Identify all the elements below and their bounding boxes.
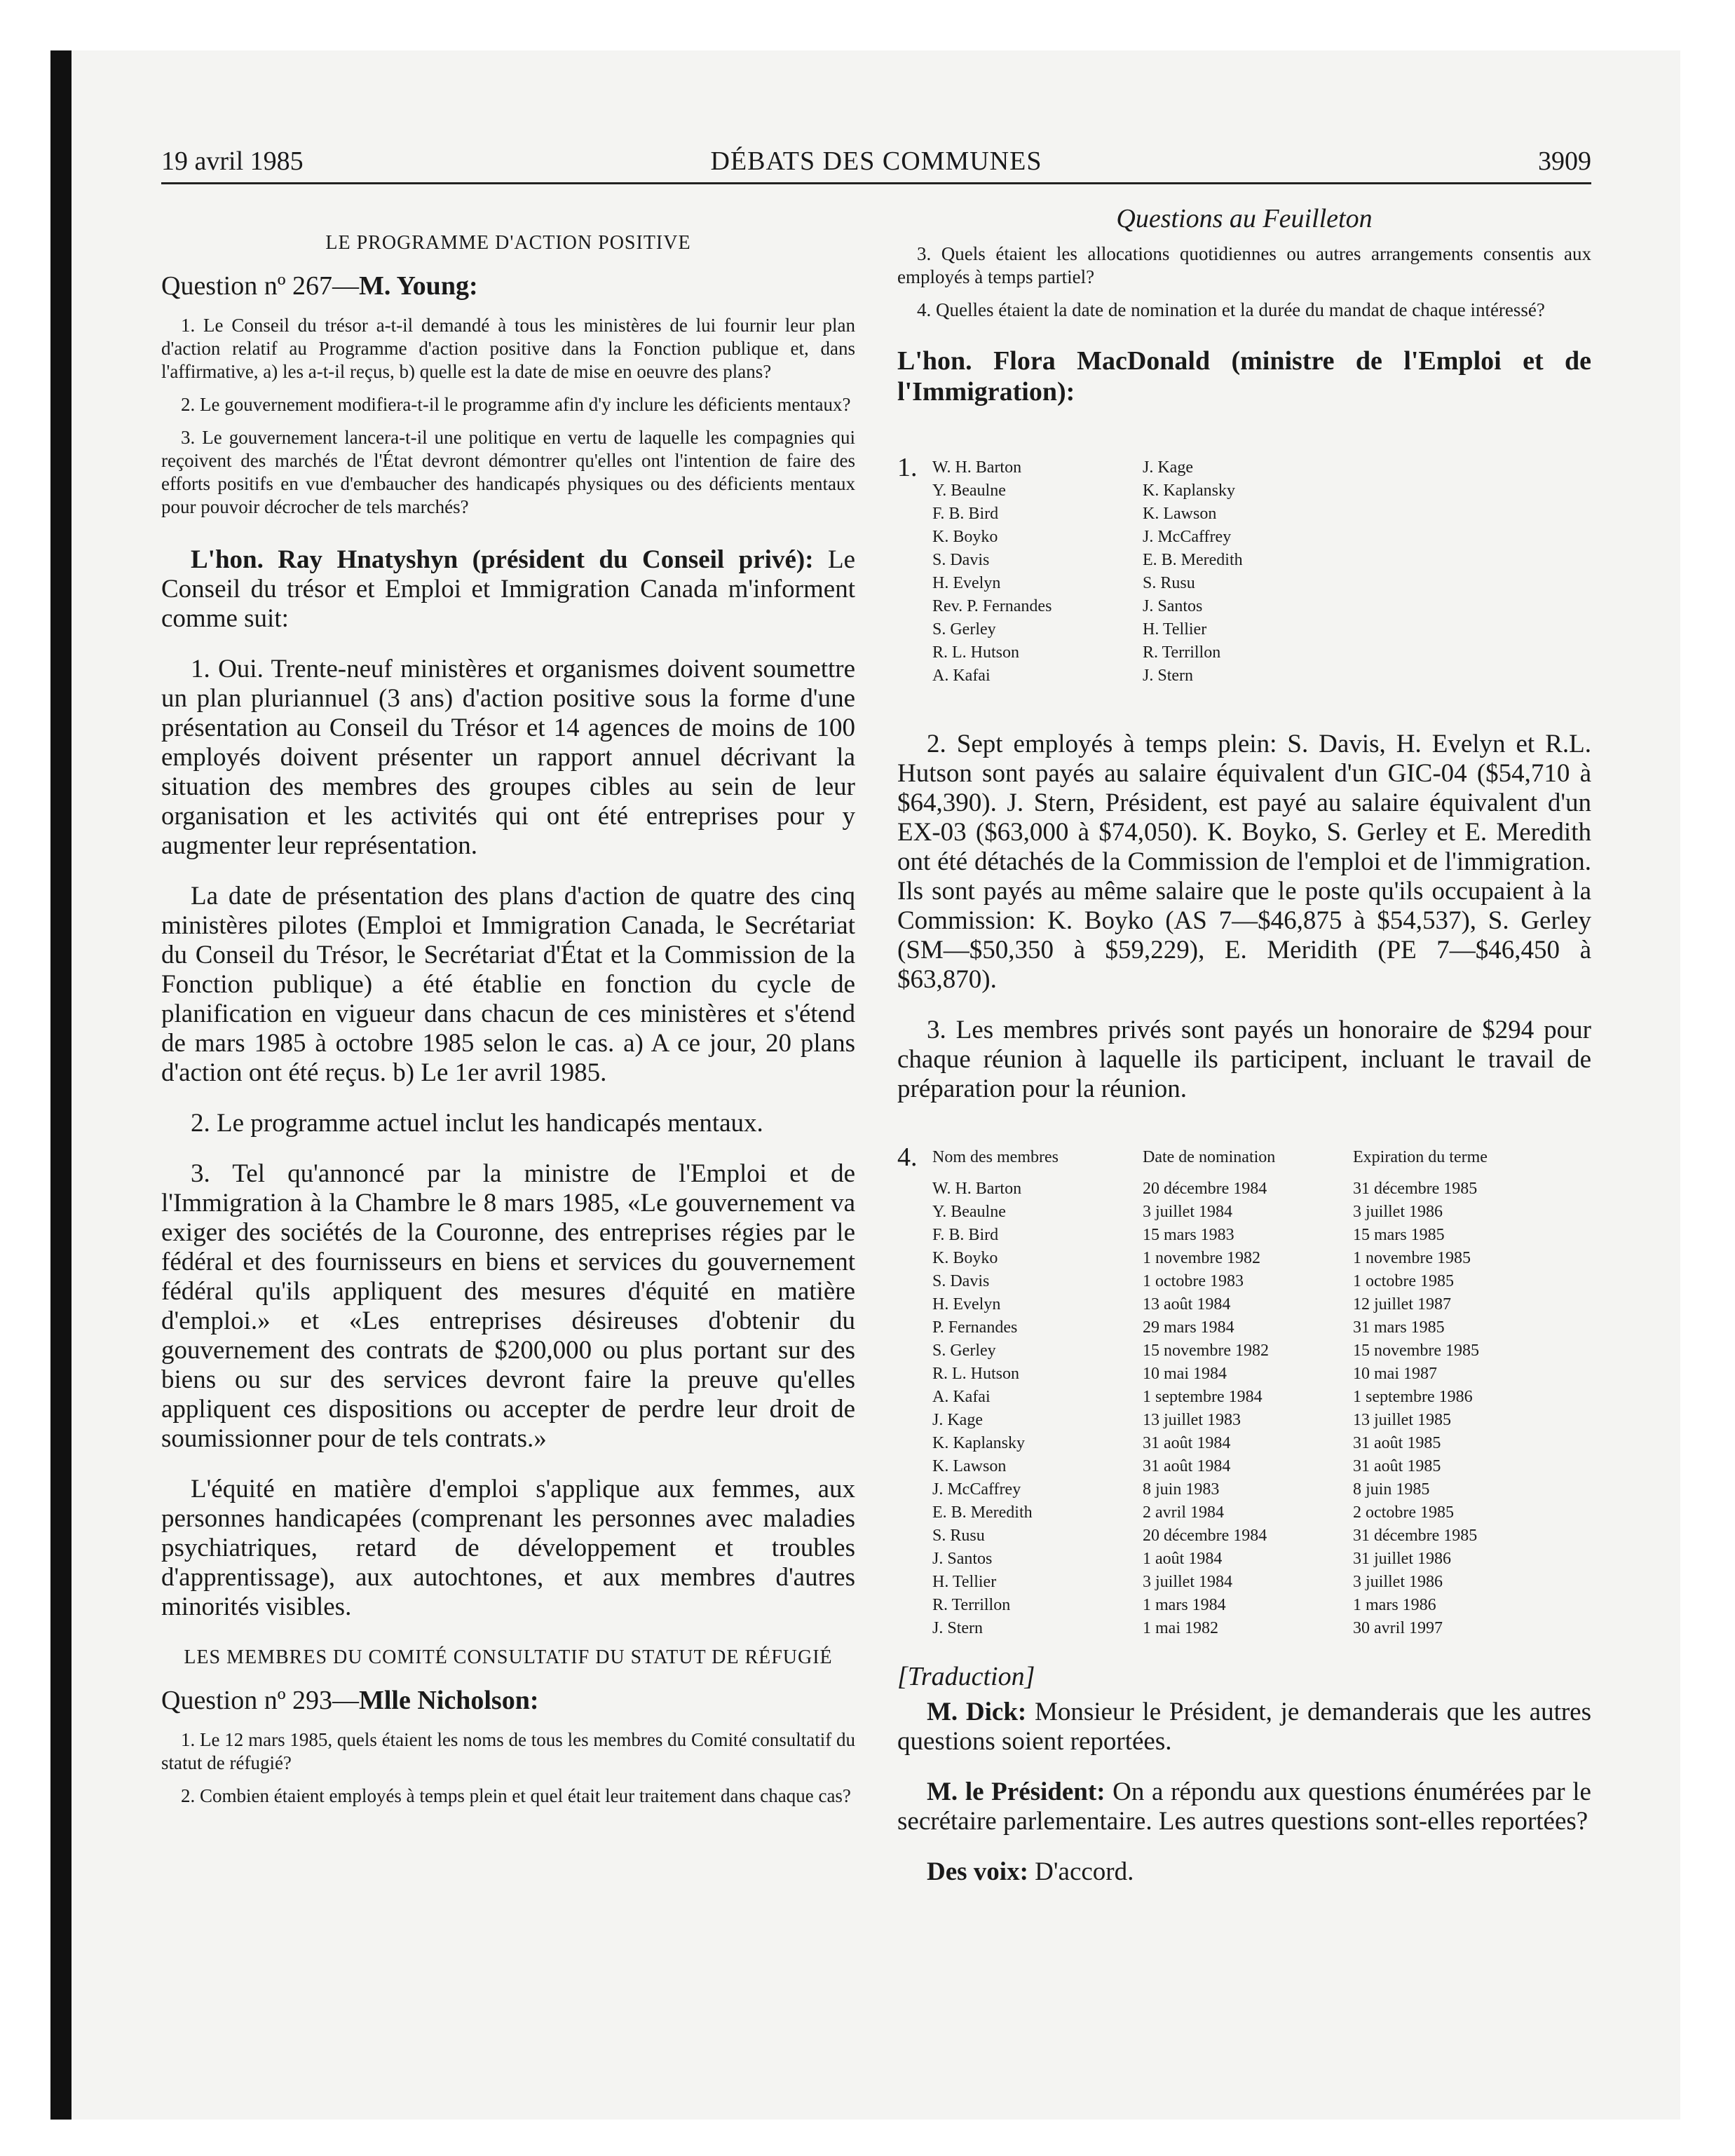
table-header-expiry: Expiration du terme [1353, 1148, 1488, 1166]
table-cell: 3 juillet 1986 [1353, 1203, 1443, 1221]
table-cell: 13 août 1984 [1143, 1295, 1231, 1314]
member-list-1-number: 1. [897, 453, 918, 482]
question-293-heading [161, 1685, 855, 1716]
table-cell: A. Kafai [932, 1388, 991, 1406]
table-cell: 20 décembre 1984 [1143, 1527, 1267, 1545]
table-cell: 2 octobre 1985 [1353, 1503, 1454, 1522]
table-cell: 13 juillet 1985 [1353, 1411, 1451, 1429]
table-cell: 31 décembre 1985 [1353, 1527, 1478, 1545]
table-cell: J. McCaffrey [932, 1480, 1021, 1499]
answer-267-intro [161, 545, 855, 634]
answer-267-para-5: L'équité en matière d'emploi s'applique aux femmes, aux personnes handicapées (comprenant les personnes avec maladies psychiatriques, retard de développement et troubles d'apprentissage), aux autochtones, et aux membres d'autres minorités visibles. [161, 1475, 855, 1621]
question-293-number: Question nº 293— [161, 1686, 359, 1715]
president-text: On a répondu aux questions énumérées par le secrétaire parlementaire. Les autres questions sont-elles reportées? [897, 1778, 1591, 1836]
answer-293-para-2: 2. Sept employés à temps plein: S. Davis, H. Evelyn et R.L. Hutson sont payés au salaire équivalent d'un GIC-04 ($54,710 à $64,390). J. Stern, Président, est payé au salaire équivalent d'un EX-03 ($63,000 à $74,050). K. Boyko, S. Gerley et E. Meredith ont été détachés de la Commission de l'emploi et de l'immigration. Ils sont payés au même salaire que le poste qu'ils occupaient à la Commission: K. Boyko (AS 7—$46,875 à $54,537), S. Gerley (SM—$50,350 à $59,229), E. Meridith (PE 7—$46,450 à $63,870). [897, 730, 1591, 994]
list-item: R. L. Hutson [932, 643, 1020, 662]
table-header-appointment: Date de nomination [1143, 1148, 1276, 1166]
table-cell: S. Davis [932, 1272, 990, 1290]
list-item: R. Terrillon [1143, 643, 1221, 662]
list-item: F. B. Bird [932, 505, 999, 523]
table-cell: H. Evelyn [932, 1295, 1001, 1314]
answer-267-para-2: La date de présentation des plans d'action de quatre des cinq ministères pilotes (Emploi et Immigration Canada, le Secrétariat du Conseil du Trésor, le Secrétariat d'État et la Commission de la Fonction publique) a été établie en fonction du cycle de planification en vigueur dans chacun de ces ministères et s'étend de mars 1985 à octobre 1985 selon le cas. a) A ce jour, 20 plans d'action ont été reçus. b) Le 1er avril 1985. [161, 882, 855, 1087]
table-cell: 31 août 1985 [1353, 1434, 1441, 1452]
table-cell: 13 juillet 1983 [1143, 1411, 1241, 1429]
table-cell: 1 octobre 1983 [1143, 1272, 1244, 1290]
member-list-1 [897, 453, 1591, 688]
table-cell: 29 mars 1984 [1143, 1318, 1234, 1337]
table-cell: W. H. Barton [932, 1180, 1022, 1198]
question-267-member: M. Young: [359, 271, 478, 301]
list-item: H. Tellier [1143, 620, 1207, 639]
table-cell: 15 novembre 1985 [1353, 1342, 1479, 1360]
answer-267-para-3: 2. Le programme actuel inclut les handicapés mentaux. [191, 1109, 763, 1138]
voices-speaker: Des voix: [927, 1857, 1028, 1886]
table-cell: E. B. Meredith [932, 1503, 1033, 1522]
table-cell: 1 novembre 1982 [1143, 1249, 1260, 1267]
table-cell: 31 août 1984 [1143, 1457, 1231, 1475]
table-cell: F. B. Bird [932, 1226, 999, 1244]
table-cell: R. Terrillon [932, 1596, 1011, 1614]
right-column [897, 203, 1591, 1908]
president-intervention [897, 1778, 1591, 1836]
list-item: K. Kaplansky [1143, 482, 1235, 500]
answer-267-speaker: L'hon. Ray Hnatyshyn (président du Conseil privé): [191, 545, 814, 574]
left-column [161, 203, 855, 1817]
section-heading-action-positive: LE PROGRAMME D'ACTION POSITIVE [325, 232, 691, 254]
table-cell: 10 mai 1987 [1353, 1365, 1437, 1383]
table-cell: Y. Beaulne [932, 1203, 1006, 1221]
table-cell: 8 juin 1983 [1143, 1480, 1220, 1499]
table-cell: 20 décembre 1984 [1143, 1180, 1267, 1198]
list-item: A. Kafai [932, 667, 991, 685]
header-page-number: 3909 [1538, 146, 1591, 176]
table-cell: K. Kaplansky [932, 1434, 1025, 1452]
list-item: W. H. Barton [932, 458, 1022, 477]
answer-293-speaker: L'hon. Flora MacDonald (ministre de l'Emploi et de l'Immigration): [897, 346, 1591, 407]
list-item: Y. Beaulne [932, 482, 1006, 500]
table-cell: J. Stern [932, 1619, 983, 1637]
header-date: 19 avril 1985 [161, 146, 304, 176]
list-item: S. Rusu [1143, 574, 1195, 592]
table-cell: K. Lawson [932, 1457, 1007, 1475]
dick-speaker: M. Dick: [927, 1698, 1027, 1726]
member-list-1-col-b [1143, 456, 1353, 688]
answer-267-para-4: 3. Tel qu'annoncé par la ministre de l'Emploi et de l'Immigration à la Chambre le 8 mars 1985, «Le gouvernement va exiger des sociétés de la Couronne, des entreprises régies par le fédéral et des fournisseurs en biens et services du gouvernement fédéral qu'ils appliquent des mesures d'équité en matière d'emploi.» et «Les entreprises désireuses d'obtenir du gouvernement des contrats de $200,000 ou plus portant sur des biens ou sur des services devront faire la preuve qu'elles appliquent ces dispositions ou accepter de perdre leur droit de soumissionner pour de tels contrats.» [161, 1159, 855, 1453]
rubric-questions-au-feuilleton: Questions au Feuilleton [1116, 204, 1373, 233]
list-item: H. Evelyn [932, 574, 1001, 592]
table-cell: 31 juillet 1986 [1353, 1550, 1451, 1568]
voices-text: D'accord. [1028, 1857, 1134, 1886]
table-cell: 1 mai 1982 [1143, 1619, 1218, 1637]
list-item: S. Gerley [932, 620, 996, 639]
dick-intervention [897, 1698, 1591, 1756]
table-cell: 31 mars 1985 [1353, 1318, 1445, 1337]
question-293-part-3: 3. Quels étaient les allocations quotidiennes ou autres arrangements consentis aux employés à temps partiel? [897, 243, 1591, 287]
table-cell: 1 août 1984 [1143, 1550, 1223, 1568]
dick-text: Monsieur le Président, je demanderais que les autres questions soient reportées. [897, 1698, 1591, 1756]
table-cell: 15 mars 1983 [1143, 1226, 1234, 1244]
list-item: K. Lawson [1143, 505, 1217, 523]
table-cell: 3 juillet 1984 [1143, 1203, 1232, 1221]
table-cell: J. Kage [932, 1411, 983, 1429]
question-293-part-1: 1. Le 12 mars 1985, quels étaient les noms de tous les membres du Comité consultatif du statut de réfugié? [161, 1729, 855, 1773]
table-cell: 12 juillet 1987 [1353, 1295, 1451, 1314]
table-column-names [932, 1146, 1143, 1640]
member-list-1-col-a [932, 456, 1143, 688]
table-cell: 1 septembre 1986 [1353, 1388, 1473, 1406]
question-267-number: Question nº 267— [161, 271, 359, 301]
table-cell: R. L. Hutson [932, 1365, 1020, 1383]
running-header [161, 140, 1591, 184]
header-title: DÉBATS DES COMMUNES [710, 146, 1042, 176]
voices-intervention [897, 1857, 1591, 1887]
membership-terms-table [897, 1142, 1591, 1640]
list-item: J. Kage [1143, 458, 1193, 477]
table-cell: 30 avril 1997 [1353, 1619, 1443, 1637]
question-267-part-1: 1. Le Conseil du trésor a-t-il demandé à tous les ministères de lui fournir leur plan d'action relatif au Programme d'action positive dans la Fonction publique et, dans l'affirmative, a) les a-t-il reçus, b) quelle est la date de mise en oeuvre des plans? [161, 315, 855, 382]
section-heading-refugee-committee: LES MEMBRES DU COMITÉ CONSULTATIF DU STATUT DE RÉFUGIÉ [184, 1646, 833, 1668]
answer-267-para-1: 1. Oui. Trente-neuf ministères et organismes doivent soumettre un plan pluriannuel (3 ans) d'action positive sous la forme d'une présentation au Conseil du Trésor et 14 agences de moins de 100 employés doivent présenter un rapport annuel décrivant la situation des membres des groupes cibles au sein de leur organisation et les activités qui ont été entreprises pour y augmenter leur représentation. [161, 655, 855, 860]
list-item: E. B. Meredith [1143, 551, 1243, 569]
question-267-part-3: 3. Le gouvernement lancera-t-il une politique en vertu de laquelle les compagnies qui reçoivent des marchés de l'État devront démontrer qu'elles ont l'intention de faire des efforts positifs en vue d'embaucher des handicapés physiques ou des déficients mentaux pour pouvoir décrocher de tels marchés? [161, 427, 855, 517]
answer-267-intro-text: Le Conseil du trésor et Emploi et Immigration Canada m'informent comme suit: [161, 545, 855, 633]
table-cell: K. Boyko [932, 1249, 998, 1267]
list-item: Rev. P. Fernandes [932, 597, 1052, 615]
table-column-appointment [1143, 1146, 1353, 1640]
binding-edge [50, 50, 72, 2120]
table-cell: H. Tellier [932, 1573, 997, 1591]
table-cell: 3 juillet 1986 [1353, 1573, 1443, 1591]
question-293-member: Mlle Nicholson: [359, 1686, 539, 1715]
list-item: J. Stern [1143, 667, 1193, 685]
list-item: J. McCaffrey [1143, 528, 1232, 546]
table-number: 4. [897, 1142, 918, 1172]
table-cell: P. Fernandes [932, 1318, 1018, 1337]
answer-293-para-3: 3. Les membres privés sont payés un honoraire de $294 pour chaque réunion à laquelle ils participent, incluant le travail de préparation pour la réunion. [897, 1016, 1591, 1103]
table-cell: 1 mars 1986 [1353, 1596, 1436, 1614]
table-cell: 10 mai 1984 [1143, 1365, 1227, 1383]
traduction-marker: [Traduction] [897, 1662, 1035, 1691]
table-cell: 1 mars 1984 [1143, 1596, 1226, 1614]
question-293-part-4: 4. Quelles étaient la date de nomination et la durée du mandat de chaque intéressé? [917, 299, 1545, 320]
list-item: J. Santos [1143, 597, 1203, 615]
table-cell: 3 juillet 1984 [1143, 1573, 1232, 1591]
table-cell: 15 mars 1985 [1353, 1226, 1445, 1244]
table-cell: J. Santos [932, 1550, 993, 1568]
table-cell: 8 juin 1985 [1353, 1480, 1430, 1499]
table-cell: 31 août 1985 [1353, 1457, 1441, 1475]
document-page [161, 140, 1591, 2089]
table-cell: 1 novembre 1985 [1353, 1249, 1471, 1267]
table-column-expiry [1353, 1146, 1563, 1640]
question-293-part-2: 2. Combien étaient employés à temps plein et quel était leur traitement dans chaque cas? [181, 1785, 851, 1806]
table-cell: 15 novembre 1982 [1143, 1342, 1269, 1360]
table-cell: S. Rusu [932, 1527, 985, 1545]
table-cell: 1 octobre 1985 [1353, 1272, 1454, 1290]
table-header-names: Nom des membres [932, 1148, 1059, 1166]
president-speaker: M. le Président: [927, 1778, 1105, 1806]
list-item: S. Davis [932, 551, 990, 569]
table-cell: 31 décembre 1985 [1353, 1180, 1478, 1198]
question-267-heading [161, 271, 855, 301]
table-cell: 2 avril 1984 [1143, 1503, 1224, 1522]
table-cell: S. Gerley [932, 1342, 996, 1360]
table-cell: 1 septembre 1984 [1143, 1388, 1263, 1406]
list-item: K. Boyko [932, 528, 998, 546]
question-267-part-2: 2. Le gouvernement modifiera-t-il le programme afin d'y inclure les déficients mentaux? [181, 394, 851, 415]
table-cell: 31 août 1984 [1143, 1434, 1231, 1452]
